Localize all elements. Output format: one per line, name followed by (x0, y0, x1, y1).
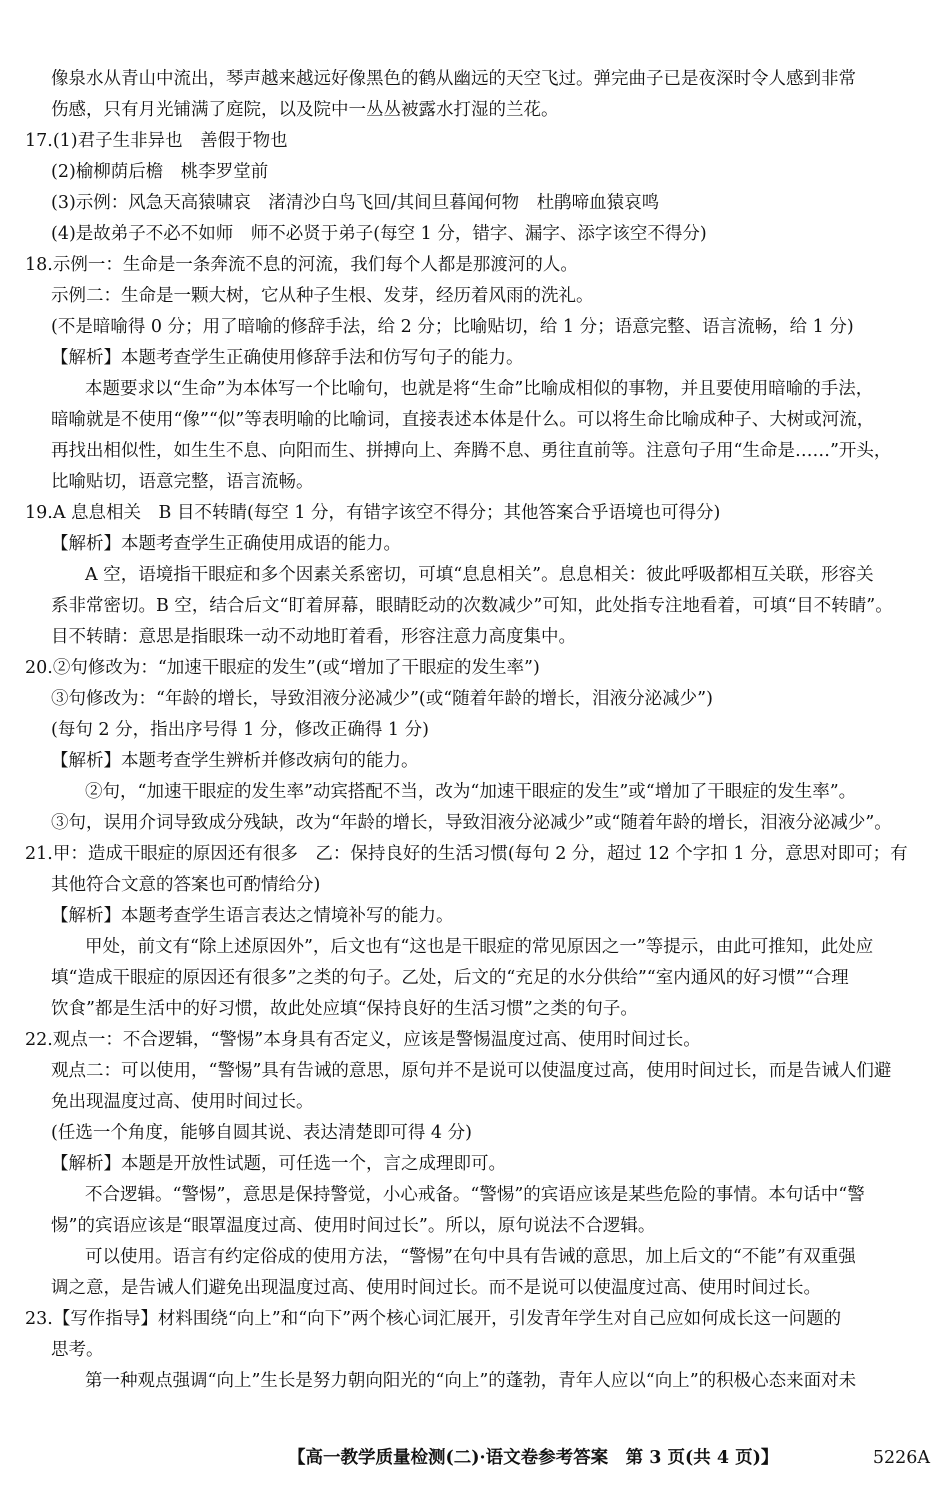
text-line: (任选一个角度，能够自圆其说、表达清楚即可得 4 分) (51, 1123, 472, 1143)
text-line: 19.A 息息相关 B 目不转睛(每空 1 分，有错字该空不得分；其他答案合乎语境也可得分) (25, 503, 721, 523)
text-line: 示例二：生命是一颗大树，它从种子生根、发芽，经历着风雨的洗礼。 (51, 286, 594, 306)
text-line: (4)是故弟子不必不如师 师不必贤于弟子(每空 1 分，错字、漏字、添字该空不得分) (51, 224, 707, 244)
text-line: 其他符合文意的答案也可酌情给分) (51, 875, 321, 895)
text-line: 比喻贴切，语意完整，语言流畅。 (51, 472, 314, 492)
text-line: 【解析】本题考查学生语言表达之情境补写的能力。 (51, 906, 454, 926)
text-line: (3)示例：风急天高猿啸哀 渚清沙白鸟飞回/其间旦暮闻何物 杜鹃啼血猿哀鸣 (51, 193, 660, 213)
text-line: ③句修改为：“年龄的增长，导致泪液分泌减少”(或“随着年龄的增长，泪液分泌减少”) (51, 689, 713, 709)
text-line: 21.甲：造成干眼症的原因还有很多 乙：保持良好的生活习惯(每句 2 分，超过 12 个字扣 1 分，意思对即可；有 (25, 844, 908, 864)
text-line: 第一种观点强调“向上”生长是努力朝向阳光的“向上”的蓬勃，青年人应以“向上”的积极心态来面对未 (85, 1371, 857, 1391)
text-line: 不合逻辑。“警惕”，意思是保持警觉，小心戒备。“警惕”的宾语应该是某些危险的事情。本句话中“警 (85, 1185, 865, 1205)
text-line: 本题要求以“生命”为本体写一个比喻句，也就是将“生命”比喻成相似的事物，并且要使用暗喻的手法， (85, 379, 874, 399)
footer-title: 【高一教学质量检测(二)·语文卷参考答案 第 3 页(共 4 页)】 (288, 1448, 779, 1468)
footer-code: 5226A (872, 1448, 930, 1468)
text-line: 观点二：可以使用，“警惕”具有告诫的意思，原句并不是说可以使温度过高，使用时间过长，而是告诫人们避 (51, 1061, 892, 1081)
text-line: ③句，误用介词导致成分残缺，改为“年龄的增长，导致泪液分泌减少”或“随着年龄的增长，泪液分泌减少”。 (51, 813, 892, 833)
text-line: (每句 2 分，指出序号得 1 分，修改正确得 1 分) (51, 720, 429, 740)
text-line: 【解析】本题是开放性试题，可任选一个，言之成理即可。 (51, 1154, 506, 1174)
text-line: 22.观点一：不合逻辑，“警惕”本身具有否定义，应该是警惕温度过高、使用时间过长。 (25, 1030, 701, 1050)
text-line: 填“造成干眼症的原因还有很多”之类的句子。乙处，后文的“充足的水分供给”“室内通风的好习惯”“合理 (51, 968, 849, 988)
answer-document (25, 64, 935, 1397)
text-line: A 空，语境指干眼症和多个因素关系密切，可填“息息相关”。息息相关：彼此呼吸都相互关联，形容关 (85, 565, 874, 585)
text-line: 调之意，是告诫人们避免出现温度过高、使用时间过长。而不是说可以使温度过高、使用时间过长。 (51, 1278, 821, 1298)
text-line: 23.【写作指导】材料围绕“向上”和“向下”两个核心词汇展开，引发青年学生对自己应如何成长这一问题的 (25, 1309, 842, 1329)
text-line: 系非常密切。B 空，结合后文“盯着屏幕，眼睛眨动的次数减少”可知，此处指专注地看着，可填“目不转睛”。 (51, 596, 893, 616)
text-line: 惕”的宾语应该是“眼罩温度过高、使用时间过长”。所以，原句说法不合逻辑。 (51, 1216, 656, 1236)
text-line: 暗喻就是不使用“像”“似”等表明喻的比喻词，直接表述本体是什么。可以将生命比喻成种子、大树或河流， (51, 410, 875, 430)
text-line: ②句，“加速干眼症的发生率”动宾搭配不当，改为“加速干眼症的发生”或“增加了干眼症的发生率”。 (85, 782, 857, 802)
text-line: 甲处，前文有“除上述原因外”，后文也有“这也是干眼症的常见原因之一”等提示，由此可推知，此处应 (85, 937, 874, 957)
text-line: 【解析】本题考查学生正确使用成语的能力。 (51, 534, 401, 554)
page-footer (0, 1443, 950, 1474)
text-line: (2)榆柳荫后檐 桃李罗堂前 (51, 162, 269, 182)
text-line: 伤感，只有月光铺满了庭院，以及院中一丛丛被露水打湿的兰花。 (51, 100, 559, 120)
text-line: (不是暗喻得 0 分；用了暗喻的修辞手法，给 2 分；比喻贴切，给 1 分；语意完整、语言流畅，给 1 分) (51, 317, 854, 337)
text-line: 思考。 (51, 1340, 104, 1360)
text-line: 可以使用。语言有约定俗成的使用方法，“警惕”在句中具有告诫的意思，加上后文的“不能”有双重强 (85, 1247, 856, 1267)
text-line: 再找出相似性，如生生不息、向阳而生、拼搏向上、奔腾不息、勇往直前等。注意句子用“生命是……”开头， (51, 441, 892, 461)
text-line: 目不转睛：意思是指眼珠一动不动地盯着看，形容注意力高度集中。 (51, 627, 576, 647)
text-line: 免出现温度过高、使用时间过长。 (51, 1092, 314, 1112)
text-line: 18.示例一：生命是一条奔流不息的河流，我们每个人都是那渡河的人。 (25, 255, 578, 275)
text-line: 饮食”都是生活中的好习惯，故此处应填“保持良好的生活习惯”之类的句子。 (51, 999, 638, 1019)
text-line: 【解析】本题考查学生辨析并修改病句的能力。 (51, 751, 419, 771)
text-line: 17.(1)君子生非异也 善假于物也 (25, 131, 288, 151)
text-line: 20.②句修改为：“加速干眼症的发生”(或“增加了干眼症的发生率”) (25, 658, 540, 678)
text-line: 【解析】本题考查学生正确使用修辞手法和仿写句子的能力。 (51, 348, 524, 368)
text-line: 像泉水从青山中流出，琴声越来越远好像黑色的鹤从幽远的天空飞过。弹完曲子已是夜深时令人感到非常 (51, 69, 856, 89)
